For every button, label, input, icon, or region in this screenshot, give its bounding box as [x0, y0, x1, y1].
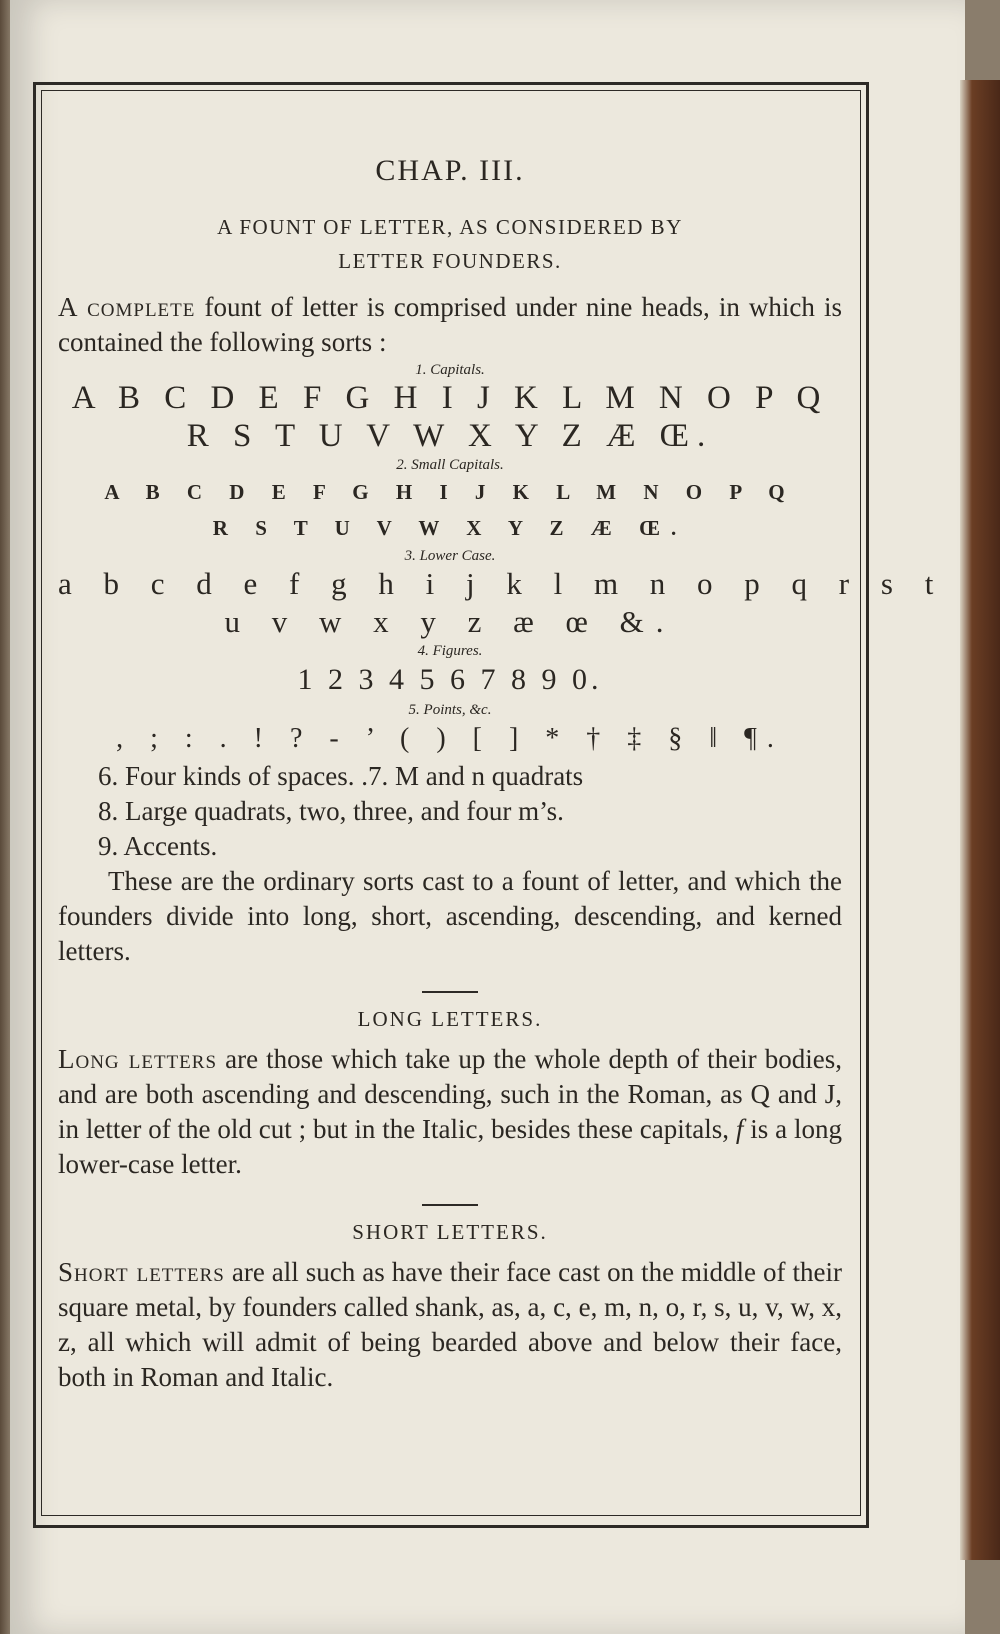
chapter-title: CHAP. III. [375, 154, 525, 187]
short-letters-heading: SHORT LETTERS. [352, 1220, 548, 1244]
page-content [58, 140, 946, 1395]
list-item: 6. Four kinds of spaces. .7. M and n quadrats [98, 761, 584, 791]
long-letters-lead: Long letters [58, 1044, 218, 1074]
long-letters-paragraph [58, 1042, 842, 1182]
long-letters-tail: is a long lower-case letter. [58, 1114, 842, 1179]
chapter-subtitle [58, 210, 842, 278]
remaining-heads-list [58, 759, 842, 864]
intro-paragraph [58, 290, 842, 360]
list-item: 9. Accents. [98, 831, 218, 861]
list-item: 8. Large quadrats, two, three, and four m’s. [98, 796, 564, 826]
short-letters-lead: Short letters [58, 1257, 225, 1287]
lower-case-line-2: u v w x y z æ œ &. [224, 604, 676, 639]
intro-rest: fount of letter is comprised under nine heads, in which is contained the following sorts : [58, 292, 842, 357]
head-small-capitals [58, 457, 842, 546]
short-letters-rest: are all such as have their face cast on the middle of their square metal, by founders called shank, as, a, c, e, m, n, o, r, s, u, v, w, x, z, all which will admit of being bearded above and below their face, both in Roman and Italic. [58, 1257, 842, 1392]
head-label: 2. Small Capitals. [396, 457, 504, 473]
small-capitals-line-2: R S T U V W X Y Z Æ Œ. [212, 516, 688, 540]
book-cover-edge [960, 80, 1000, 1560]
head-points [58, 702, 842, 759]
head-label: 3. Lower Case. [404, 548, 496, 564]
subtitle-line-1: A FOUNT OF LETTER, AS CONSIDERED BY [217, 215, 683, 239]
figures-line: 1 2 3 4 5 6 7 8 9 0. [297, 663, 603, 696]
section-divider [422, 991, 478, 993]
head-lower-case [58, 548, 946, 641]
head-label: 1. Capitals. [415, 362, 485, 378]
subtitle-line-2: LETTER FOUNDERS. [338, 249, 562, 273]
capitals-line-1: A B C D E F G H I J K L M N O P Q [71, 380, 829, 416]
capitals-line-2: R S T U V W X Y Z Æ Œ. [186, 418, 714, 454]
long-letters-heading: LONG LETTERS. [357, 1007, 543, 1031]
intro-lead: A complete [58, 292, 196, 322]
head-figures [58, 643, 842, 700]
head-capitals [58, 362, 842, 455]
italic-f: f [735, 1114, 744, 1144]
small-capitals-line-1: A B C D E F G H I J K L M N O P Q [104, 480, 796, 504]
short-letters-paragraph [58, 1255, 842, 1395]
head-label: 5. Points, &c. [408, 702, 492, 718]
head-label: 4. Figures. [417, 643, 483, 659]
long-letters-rest: are those which take up the whole depth of their bodies, and are both ascending and descending, such in the Roman, as Q and J, in letter of the old cut ; but in the Italic, besides these capitals, [58, 1044, 842, 1144]
points-line: , ; : . ! ? - ’ ( ) [ ] * † ‡ § ‖ ¶. [116, 723, 784, 754]
lower-case-line-1: a b c d e f g h i j k l m n o p q r s t [58, 566, 946, 601]
closing-paragraph: These are the ordinary sorts cast to a fount of letter, and which the founders divide into long, short, ascending, descending, and kerned letters. [58, 866, 842, 966]
section-divider [422, 1204, 478, 1206]
